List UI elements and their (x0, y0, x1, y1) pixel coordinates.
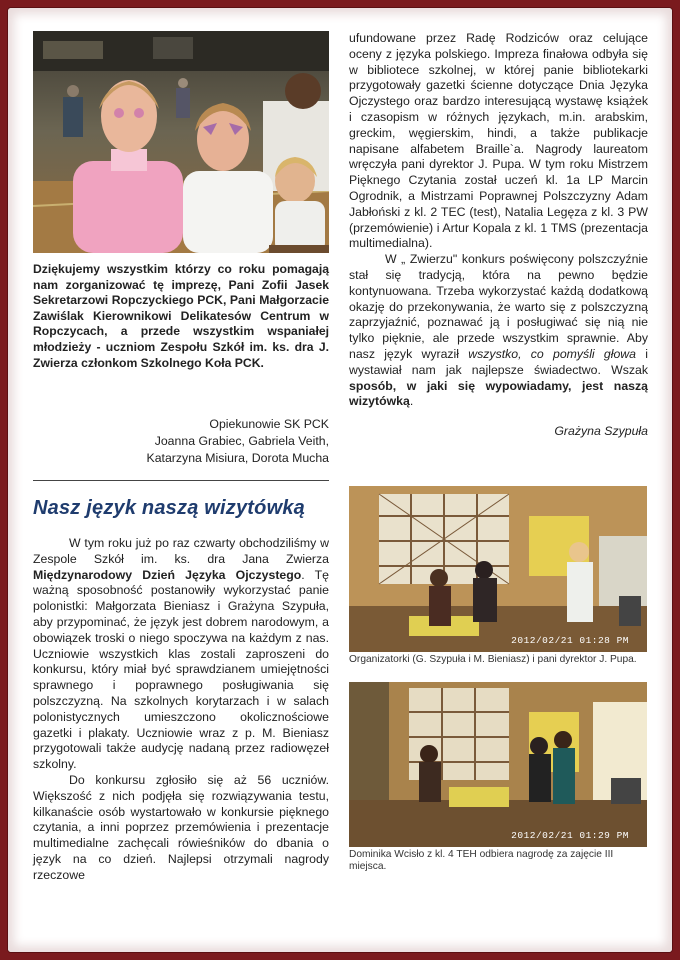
p4-text-c: i wystawiał nam jak najlepsze świadectwo. Wszak (349, 346, 648, 377)
p4-text-a: W „ Zwierzu" konkurs poświęcony polszczyźnie stał się tradycją, która na pewno będzie kontynuowana. Trzeba wykorzystać każdą dodatkową okazję do przekonywania, że warto się z polszczyzną zaprzyjaźnić, poznawać ją i posługiwać się nią nie tylko pięknie, ale przede wszystkim sprawnie. Aby nasz język wyraził (349, 252, 648, 361)
signature-line-2: Joanna Grabiec, Gabriela Veith, (154, 434, 329, 448)
p1-text-c: . Tę ważną sposobność postanowiły wykorzystać panie polonistki: Małgorzata Bieniasz i Grażyna Szypuła, aby przypominać, że język jest dobrem narodowym, a obowiązek troski o niego spoczywa na każdym z nas. Uczniowie wszystkich klas zostali zaproszeni do konkursu, który miał być sprawdzianem umiejętności sprawnego i poprawnego posługiwania się polszczyzną. Na szkolnych korytarzach i w salach polonistycznych umieszczono okolicznościowe gazetki i plakaty. Uczniowie wraz z p. M. Bieniasz przygotowali także audycję nadaną przez radiowęzeł szkolny. (33, 567, 329, 772)
p1-bold-event: Międzynarodowy Dzień Języka Ojczystego (33, 567, 302, 582)
photo-award (349, 682, 647, 847)
signature-block (33, 416, 329, 467)
section-divider (33, 480, 329, 481)
article-paragraph-4 (349, 252, 648, 410)
p1-text-a: W tym roku już po raz czwarty obchodziliśmy w Zespole Szkół im. ks. dra Jana Zwierza (33, 536, 329, 566)
photo-organizers-caption: Organizatorki (G. Szypuła i M. Bieniasz) i pani dyrektor J. Pupa. (349, 654, 637, 665)
p4-text-e: . (409, 394, 414, 409)
p4-italic-quote: wszystko, co pomyśli głowa (468, 346, 637, 361)
photo-organizers (349, 486, 647, 652)
thanks-block (33, 262, 329, 371)
photo-timestamp: 2012/02/21 01:28 PM (511, 635, 629, 646)
library-room-photo-icon (349, 486, 647, 652)
top-photo (33, 31, 329, 253)
article-header (33, 497, 329, 520)
signature-line-1: Opiekunowie SK PCK (209, 417, 329, 431)
photo-timestamp: 2012/02/21 01:29 PM (511, 830, 629, 841)
photo-award-caption: Dominika Wcisło z kl. 4 TEH odbiera nagrodę za zajęcie III miejsca. (349, 849, 614, 873)
article-title: Nasz język naszą wizytówką (33, 497, 305, 519)
girls-with-face-paint-photo-icon (33, 31, 329, 253)
article-paragraph-2: Do konkursu zgłosiło się aż 56 uczniów. Większość z nich podjęła się rozwiązywania testu, kilkanaście osób wystartowało w konkursie pięknego czytania, a inni poprzez przemówienia i prezentacje multimedialne zachęcali rówieśników do dbania o język na co dzień. Najlepsi otrzymali nagrody rzeczowe (33, 772, 329, 882)
article-paragraph-1 (33, 536, 329, 773)
p4-bold-motto: sposób, w jaki się wypowiadamy, jest naszą wizytówką (349, 378, 648, 409)
award-ceremony-photo-icon (349, 682, 647, 847)
thanks-text: Dziękujemy wszystkim którzy co roku pomagają nam zorganizować tę imprezę, Pani Zofii Jasek Sekretarzowi Ropczyckiego PCK, Pani Małgorzacie Zawiślak Kierownikowi Delikatesów Centrum w Ropczycach, a przede wszystkim wspaniałej młodzieży - uczniom Zespołu Szkół im. ks. dra J. Zwierza członkom Szkolnego Koła PCK. (33, 262, 329, 370)
signature-line-3: Katarzyna Misiura, Dorota Mucha (146, 451, 329, 465)
article-right-column (349, 31, 648, 440)
article-left-column (33, 536, 329, 884)
article-paragraph-3: ufundowane przez Radę Rodziców oraz celujące oceny z języka polskiego. Impreza finałowa odbyła się w bibliotece szkolnej, w której panie bibliotekarki przygotowały gazetki ścienne dotyczące Dnia Języka Ojczystego oraz bardzo interesującą wystawę książek i czasopism w różnych językach, m.in. arabskim, greckim, węgierskim, hindi, a także publikacje napisane alfabetem Braille`a. Nagrody laureatom wręczyła pani dyrektor J. Pupa. W tym roku Mistrzem Pięknego Czytania został uczeń kl. 1a LP Marcin Ogrodnik, a Mistrzami Poprawnej Polszczyzny Adam Jabłoński z kl. 2 TEC (test), Natalia Legęza z kl. 3 PW (przemówienie) i Artur Kopala z kl. 1 TMS (prezentacja multimedialna). (349, 31, 648, 251)
article-author: Grażyna Szypuła (554, 424, 648, 439)
